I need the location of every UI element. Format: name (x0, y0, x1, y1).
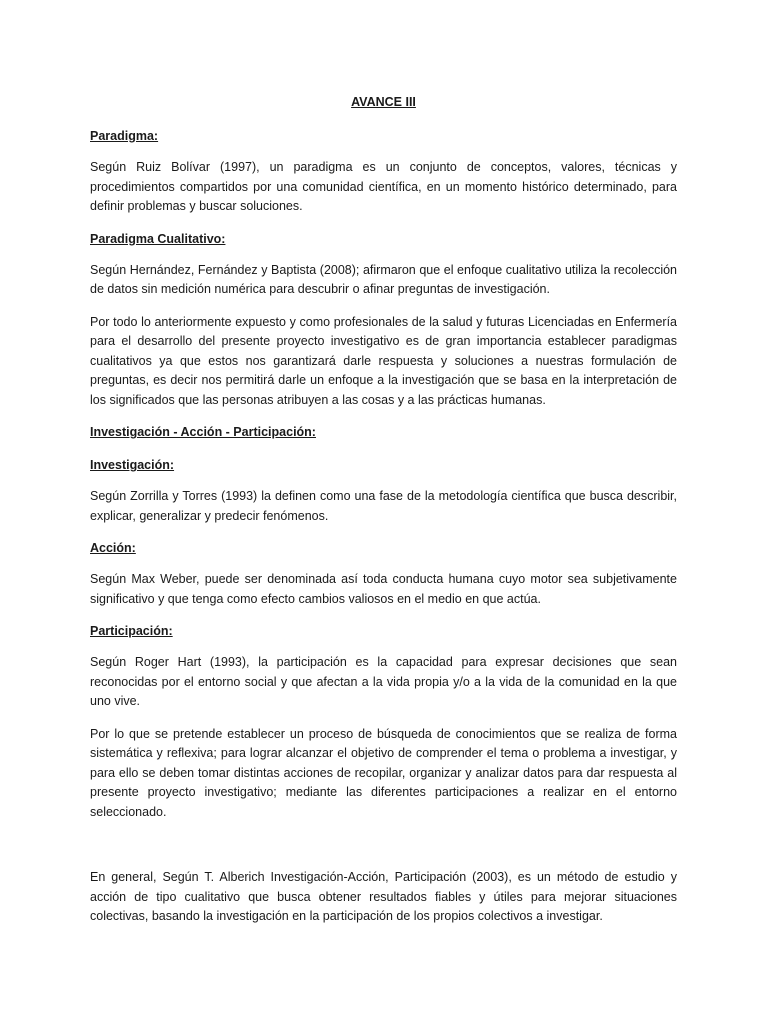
paragraph-investigacion: Según Zorrilla y Torres (1993) la definen como una fase de la metodología científica que busca describir, explicar, generalizar y predecir fenómenos. (90, 489, 677, 523)
heading-accion: Acción: (90, 541, 136, 555)
paragraph-proceso-busqueda: Por lo que se pretende establecer un proceso de búsqueda de conocimientos que se realiza de forma sistemática y reflexiva; para lograr alcanzar el objetivo de comprender el tema o problema a investigar, y para ello se deben tomar distintas acciones de recopilar, organizar y analizar datos para dar respuesta al presente proyecto investigativo; mediante las diferentes participaciones a realizar en el entorno seleccionado. (90, 726, 677, 819)
paragraph-paradigma-cualitativo: Según Hernández, Fernández y Baptista (2008); afirmaron que el enfoque cualitativo utiliza la recolección de datos sin medición numérica para descubrir o afinar preguntas de investigación. (90, 262, 677, 296)
heading-paradigma: Paradigma: (90, 129, 159, 143)
document-title: AVANCE III (351, 95, 416, 109)
paragraph-paradigma: Según Ruiz Bolívar (1997), un paradigma es un conjunto de conceptos, valores, técnicas y procedimientos compartidos por una comunidad científica, en un momento histórico determinado, para definir problemas y buscar soluciones. (90, 160, 677, 213)
heading-participacion: Participación: (90, 624, 173, 638)
paragraph-en-general: En general, Según T. Alberich Investigación-Acción, Participación (2003), es un método de estudio y acción de tipo cualitativo que busca obtener resultados fiables y útiles para mejorar situaciones colectivas, basando la investigación en la participación de los propios colectivos a investigar. (90, 870, 677, 923)
heading-investigacion-accion-participacion: Investigación - Acción - Participación: (90, 425, 316, 439)
paragraph-accion: Según Max Weber, puede ser denominada así toda conducta humana cuyo motor sea subjetivamente significativo y que tenga como efecto cambios valiosos en el medio en que actúa. (90, 572, 677, 606)
heading-investigacion: Investigación: (90, 458, 175, 472)
heading-paradigma-cualitativo: Paradigma Cualitativo: (90, 231, 226, 246)
paragraph-participacion: Según Roger Hart (1993), la participación es la capacidad para expresar decisiones que sean reconocidas por el entorno social y que afectan a la vida propia y/o a la vida de la comunidad en la que uno vive. (90, 655, 677, 708)
paragraph-conclusion-paradigma: Por todo lo anteriormente expuesto y como profesionales de la salud y futuras Licenciadas en Enfermería para el desarrollo del presente proyecto investigativo es de gran importancia establecer paradigmas cualitativos ya que estos nos garantizará darle respuesta y soluciones a nuestras formulación de preguntas, es decir nos permitirá darle un enfoque a la investigación que se basa en la interpretación de los significados que las personas atribuyen a las cosas y a las prácticas humanas. (90, 314, 677, 407)
document-page (90, 95, 677, 927)
